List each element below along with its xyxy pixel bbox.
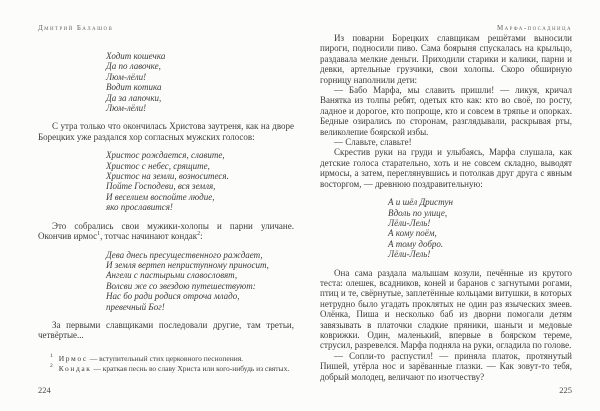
verse-line: Волсви же со звездою путешествуют: (106, 280, 256, 291)
verse-line: Люм-лёли! (106, 71, 147, 82)
verse-line: Христос с небес, срящите, (106, 160, 210, 171)
paragraph-gathered (38, 221, 294, 242)
footnote-term: Ирмос (58, 353, 88, 363)
verse-kitty-song (106, 51, 294, 113)
footnote-term: Кондак (58, 363, 92, 373)
verse-line: Люм-лёли! (106, 103, 147, 114)
footnote-ref-2: 2 (197, 231, 201, 238)
right-page-body (320, 33, 572, 382)
verse-line: яко прославится! (106, 202, 173, 213)
verse-line: Пойте Господеви, вся земля, (106, 181, 216, 192)
paragraph-gathered-text: Это собрались свои мужики-холопы и парни уличане. Окончив ирмос (38, 220, 294, 242)
verse-line: Ходит кошечка (106, 51, 166, 61)
verse-line: Водит котика (106, 82, 162, 93)
verse-line: Лёли-Лель! (388, 249, 431, 260)
running-header-title: Марфа-посадница (497, 24, 572, 32)
verse-line: Христос на земли, возноситеся. (106, 171, 229, 182)
paragraph-morning: С утра только что окончилась Христова заутреня, как на дворе Борецких уже раздался хор согласных мужских голосов: (38, 121, 294, 142)
verse-line: Да по лавочке, (106, 61, 161, 72)
footnote-definition: — вступительный стих церковного песнопения. (89, 353, 244, 363)
paragraph-sopli: — Сопли-то распустил! — приняла платок, протянутый Пишей, утёрла нос и зарёванные глазки. — Как зовут-то тебя, добрый молодец, величают по изотчеству? (320, 350, 572, 382)
left-page-body (38, 51, 294, 373)
paragraph-marfa-listens: Скрестив руки на груди и улыбаясь, Марфа слушала, как детские голоса старательно, хоть и не совсем складно, выводят ирмосы, а затем, переглянувшись и потолкав друг друга с явным восторгом, — древнюю поздравительную: (320, 147, 572, 189)
footnote (38, 364, 294, 374)
verse-line: А тому добро. (388, 238, 444, 249)
verse-line: превечный Бог! (106, 301, 165, 312)
verse-line: Дева днесь пресущественного раждает, (106, 249, 263, 260)
running-header-author: Дмитрий Балашов (38, 24, 114, 32)
footnote-definition: — краткая песнь во славу Христа или кого-нибудь из святых. (93, 363, 290, 373)
verse-line: Ангели с пастырьми славословят, (106, 270, 238, 281)
verse-line: Да за лапочки, (106, 92, 162, 103)
verse-greeting-song (388, 197, 572, 259)
footnote-marker: 1 (50, 353, 53, 360)
footnote-ref-1: 1 (97, 231, 101, 238)
footnote (38, 354, 294, 364)
verse-line: Христос рождается, славите, (106, 150, 225, 161)
paragraph-slavte: — Славьте, славьте! (334, 137, 412, 148)
paragraph-vanyatka: — Бабо Марфа, мы славить пришли! — ликуя, кричал Ванятка из толпы ребят, одетых кто как: кто во своё, по росту, ладное и дорогое, кто попроще, кто и совсем в тряпье и опорках. Бедные озирались по сторонам, разглядывали, раскрывая рты, великолепие боярской избы. (320, 85, 572, 137)
footnote-marker: 2 (50, 363, 53, 370)
paragraph-kozuli: Она сама раздала малышам козули, печённые из крутого теста: олешек, всадников, коней и баранов с загнутыми рогами, птиц и те, свёрнутые, заплетённые кольцами витушки, в которых нетрудно было угадать проклятых не один раз языческих змеев. Олёнка, Пиша и несколько баб из дворни помогали детям завязывать в платочки сладкие пряники, шаньги и медовые коврижки. Один, маленький, впервые в боярском тереме, струсил, разревелся. Марфа подняла на руки, огладила по голове. (320, 267, 572, 351)
verse-irmos (106, 150, 294, 212)
paragraph-carolers: За первыми славщиками последовали другие, там третьи, четвёртые... (38, 319, 294, 341)
footnotes-block (38, 354, 294, 374)
verse-line: А кому поём, (388, 228, 437, 239)
verse-line: А и шёл Дристун (388, 197, 453, 208)
verse-kondak (106, 250, 294, 312)
verse-line: Лёли-Лель! (388, 217, 431, 228)
paragraph-kitchen: Из поварни Борецких славщикам решётами выносили пироги, подносили пиво. Сама боярыня спускалась на крыльцо, раздавала мелкие деньги. Приходили старики и калики, парни и девки, артельные грузчики, свои холопы. Скоро обширную горницу наполнили дети: (320, 33, 572, 85)
paragraph-gathered-text: , тотчас начинают кондак (100, 231, 198, 242)
paragraph-gathered-text: : (200, 231, 203, 242)
page-number-left: 224 (38, 385, 51, 395)
right-page (300, 0, 600, 411)
verse-line: И веселием воспойте людие, (106, 191, 215, 202)
verse-line: Вдоль по улице, (388, 207, 448, 218)
verse-line: Нас бо ради родися отроча младо, (106, 291, 240, 302)
page-number-right: 225 (559, 385, 572, 395)
verse-line: И земля вертеп неприступному приносит, (106, 259, 269, 270)
